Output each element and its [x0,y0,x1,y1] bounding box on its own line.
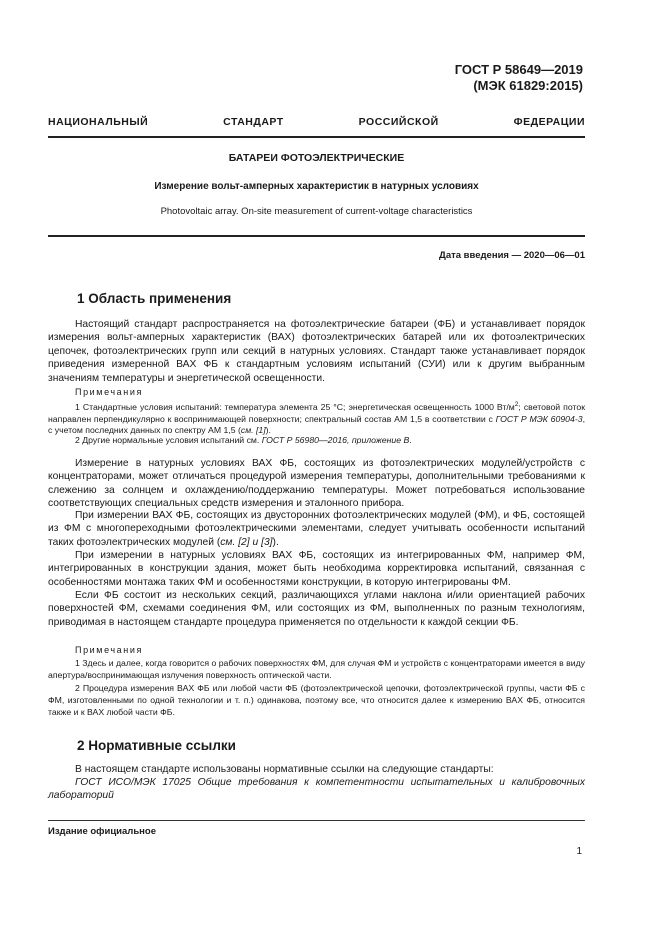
note-2 [48,435,585,447]
note-2-text-a: 2 Другие нормальные условия испытаний см. [75,435,262,445]
top-divider [48,136,585,138]
scope-paragraph-1: Настоящий стандарт распространяется на фотоэлектрические батареи (ФБ) и устанавливает порядок измерения вольт-амперных характеристик (ВАХ) фотоэлектрических батарей или их фотоэлектрических цепочек, фотоэлектрических групп или секций в натурных условиях. Стандарт также устанавливает порядок приведения измеренной ВАХ ФБ к стандартным условиям испытаний (СУИ) или к другим выбранным значениям температуры и энергетической освещенности. [48,319,585,384]
note-1-text-c: , с учетом последних данных по спектру АМ 1,5 ( [48,413,585,436]
section-1-heading: 1 Область применения [77,291,232,306]
section-2-heading: 2 Нормативные ссылки [77,738,236,753]
english-title: Photovoltaic array. On-site measurement of current-voltage characteristics [160,206,473,217]
note-1-reference-bib: см. [1] [240,425,266,436]
edition-label: Издание официальное [48,826,156,837]
note-2-text-b: . [409,435,412,445]
scope-paragraph-3-reference: см. [2] и [3] [220,536,273,548]
notes-heading-2: Примечания [75,645,143,655]
introduction-date: Дата введения — 2020—06—01 [439,250,585,261]
scope-paragraph-2: Измерение в натурных условиях ВАХ ФБ, состоящих из фотоэлектрических модулей/устройств с концентраторами, может отличаться процедурой измерения температуры, дополнительными требованиями к слежению за солнцем и охлаждению/поддержанию температуры. Может потребоваться использование соответствующих специальных средств измерения и эталонного прибора. [48,458,585,510]
scope-paragraph-3-text-a: При измерении ВАХ ФБ, состоящих из двусторонних фотоэлектрических модулей (ФМ), и ФБ, состоящей из ФМ с многопереходными фотоэлектрическими элементами, следует учитывать особенности испытаний таких фотоэлектрических модулей ( [48,510,585,548]
document-subtitle: Измерение вольт-амперных характеристик в натурных условиях [154,181,479,192]
title-divider [48,235,585,237]
references-paragraph-2: ГОСТ ИСО/МЭК 17025 Общие требования к компетентности испытательных и калибровочных лабораторий [48,777,585,802]
document-title: БАТАРЕИ ФОТОЭЛЕКТРИЧЕСКИЕ [228,152,405,164]
standard-number: ГОСТ Р 58649—2019 [454,62,583,77]
note-1-superscript: 2 [514,401,519,408]
note-1-text-b: ; световой поток направлен перпендикулярно к воспринимающей поверхности; спектральный состав АМ 1,5 в соответствии с [48,401,585,424]
note-1 [48,399,585,437]
scope-paragraph-3-text-b: ). [272,536,279,548]
note-3: 1 Здесь и далее, когда говорится о рабочих поверхностях ФМ, для случая ФМ и устройств с концентраторами имеется в виду апертура/воспринимающая излучения поверхность оптической части. [48,658,585,680]
standard-number-block [455,62,583,94]
note-1-text-d: ). [265,425,271,436]
notes-heading-1: Примечания [75,387,143,397]
scope-paragraph-3 [48,509,585,549]
page-number: 1 [576,846,582,857]
iec-number: (МЭК 61829:2015) [473,78,583,93]
note-2-reference: ГОСТ Р 56980—2016, приложение В [261,435,410,445]
references-paragraph-1: В настоящем стандарте использованы нормативные ссылки на следующие стандарты: [75,764,494,775]
note-4: 2 Процедура измерения ВАХ ФБ или любой части ФБ (фотоэлектрической цепочки, фотоэлектрической группы, части ФБ с ФМ, изготовленными по одной технологии и т. п.) одинакова, поэтому все, что относится далее к измерению ВАХ ФБ, относится также и к ВАХ любой части ФБ. [48,683,585,717]
footer-divider [48,820,585,821]
note-1-text-a: 1 Стандартные условия испытаний: температура элемента 25 °С; энергетическая освещенность 1000 Вт/м [75,401,515,412]
national-standard-banner: НАЦИОНАЛЬНЫЙ СТАНДАРТ РОССИЙСКОЙ ФЕДЕРАЦИИ [48,116,585,128]
scope-paragraph-4: При измерении в натурных условиях ВАХ ФБ, состоящих из интегрированных ФМ, например ФМ, интегрированных в конструкции здания, может быть необходима корректировка испытаний, связанная с особенностями монтажа таких ФМ и особенностями конструкции, в которую интегрированы ФМ. [48,550,585,588]
scope-paragraph-5: Если ФБ состоит из нескольких секций, различающихся углами наклона и/или ориентацией рабочих поверхностей ФМ, схемами соединения ФМ, или состоящих из ФМ, выполненных по разным технологиям, приводимая в настоящем стандарте процедура применяется по отдельности к каждой секции ФБ. [48,590,585,628]
note-1-reference-gost: ГОСТ Р МЭК 60904-3 [495,413,583,424]
